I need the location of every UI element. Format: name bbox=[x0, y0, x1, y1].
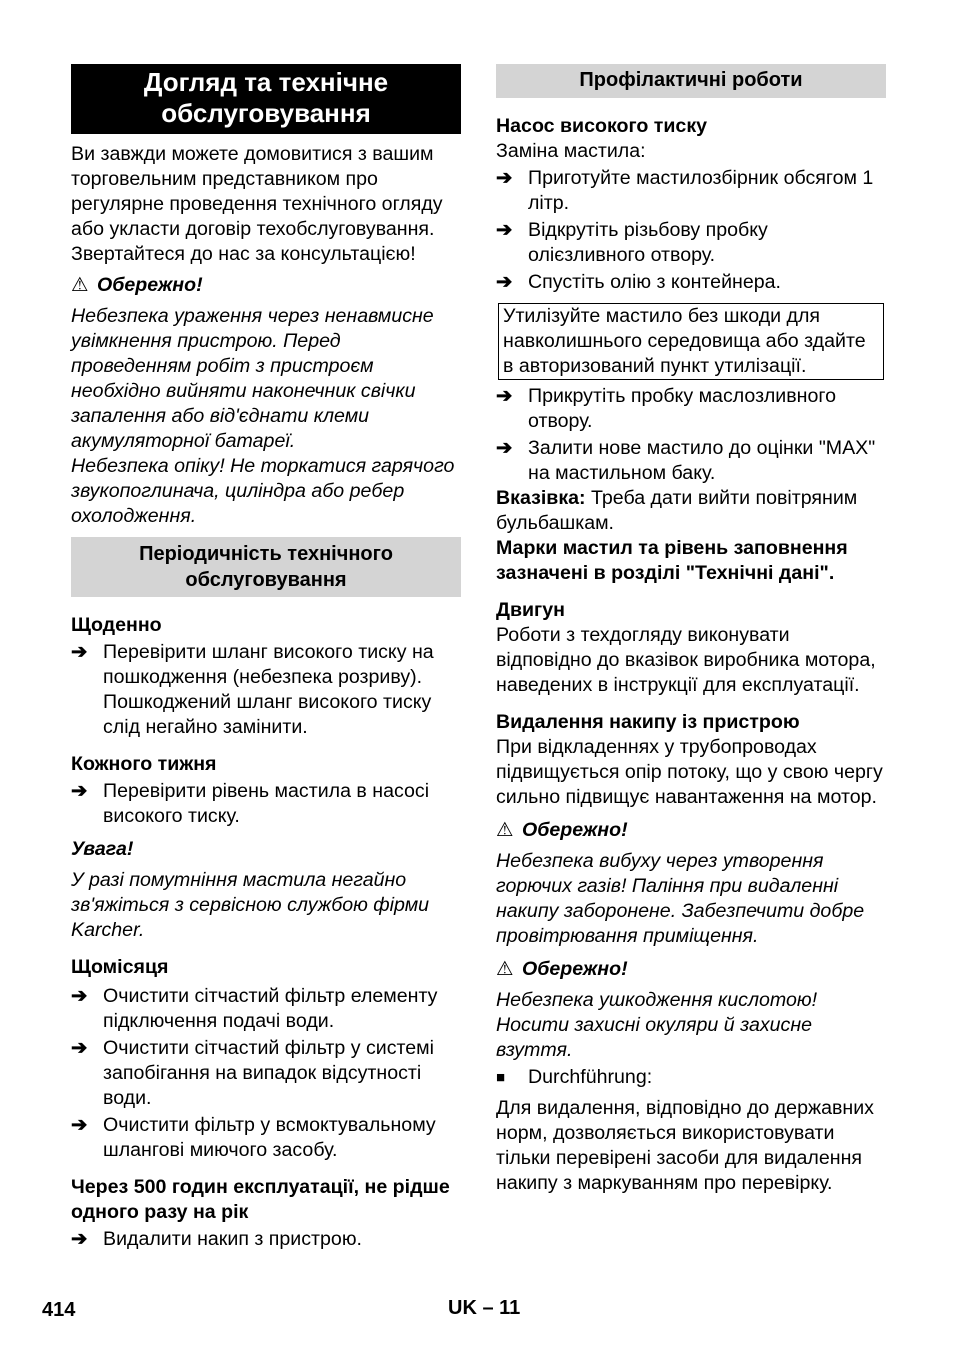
descale-instructions: Для видалення, відповідно до державних норм, дозволяється використовувати тільки перевірені засоби для видалення накипу з маркуванням про перевірку. bbox=[496, 1097, 874, 1194]
step-text: Перевірити шланг високого тиску на пошкодження (небезпека розриву). Пошкоджений шланг високого тиску слід негайно замінити. bbox=[103, 641, 434, 738]
hint-paragraph bbox=[496, 486, 886, 536]
caution-label: Обережно! bbox=[97, 274, 203, 296]
step-text: Перевірити рівень мастила в насосі високого тиску. bbox=[103, 780, 430, 827]
step-item bbox=[71, 1227, 461, 1252]
step-text: Очистити сітчастий фільтр елементу підключення подачі води. bbox=[103, 985, 438, 1032]
page-number: 414 bbox=[42, 1299, 76, 1321]
caution-label: Обережно! bbox=[522, 819, 628, 841]
caution-text-explosion: Небезпека вибуху через утворення горючих газів! Паління при видаленні накипу заборонене. Забезпечити добре провітрювання приміщення. bbox=[496, 850, 865, 947]
page-label: UK – 11 bbox=[448, 1297, 521, 1319]
weekly-heading: Кожного тижня bbox=[71, 753, 217, 775]
step-item bbox=[496, 436, 886, 486]
section-heading-maintenance: Профілактичні роботи bbox=[496, 64, 886, 98]
title-line-1: Догляд та технічне bbox=[143, 67, 389, 97]
step-text: Залити нове мастило до оцінки "MAX" на мастильном баку. bbox=[528, 437, 876, 484]
caution-heading-1 bbox=[71, 273, 461, 298]
caution-heading-2 bbox=[496, 818, 886, 843]
step-text: Очистити фільтр у всмоктувальному шлангові миючого засобу. bbox=[103, 1114, 436, 1161]
section-line-2: обслуговування bbox=[185, 569, 347, 591]
title-line-2: обслуговування bbox=[161, 98, 371, 128]
left-column bbox=[71, 64, 461, 1252]
arrow-icon: ➔ bbox=[71, 1037, 88, 1059]
bullet-text: Durchführung: bbox=[528, 1066, 653, 1088]
section-line-1: Періодичність технічного bbox=[139, 543, 393, 565]
engine-text: Роботи з техдогляду виконувати відповідно до вказівок виробника мотора, наведених в інструкції для експлуатації. bbox=[496, 624, 876, 696]
intro-paragraph: Ви завжди можете домовитися з вашим торговельним представником про регулярне проведення технічного огляду або укласти договір техобслуговування. Звертайтеся до нас за консультацією! bbox=[71, 143, 443, 265]
step-text: Видалити накип з пристрою. bbox=[103, 1228, 362, 1250]
right-column bbox=[496, 64, 886, 1196]
step-item bbox=[496, 270, 886, 295]
page-title bbox=[71, 64, 461, 134]
caution-text-1: Небезпека ураження через ненавмисне увімкнення пристрою. Перед проведенням робіт з пристроєм необхідно вийняти наконечник свічки запалення або від'єднати клеми акумуляторної батареї. bbox=[71, 305, 434, 452]
hours-heading: Через 500 годин експлуатації, не рідше одного разу на рік bbox=[71, 1176, 450, 1223]
warning-icon: ⚠ bbox=[496, 958, 514, 980]
attention-label: Увага! bbox=[71, 838, 134, 860]
arrow-icon: ➔ bbox=[71, 780, 88, 802]
step-text: Прикрутіть пробку маслозливного отвору. bbox=[528, 385, 836, 432]
section-heading-periodicity bbox=[71, 537, 461, 597]
caution-text-acid: Небезпека ушкодження кислотою! Носити захисні окуляри й захисне взуття. bbox=[496, 989, 818, 1061]
caution-label: Обережно! bbox=[522, 958, 628, 980]
oil-brands-note: Марки мастил та рівень заповнення зазначені в розділі "Технічні дані". bbox=[496, 537, 848, 584]
arrow-icon: ➔ bbox=[71, 985, 88, 1007]
monthly-heading: Щомісяця bbox=[71, 956, 169, 978]
warning-icon: ⚠ bbox=[496, 819, 514, 841]
attention-text: У разі помутніння мастила негайно зв'яжіться з сервісною службою фірми Karcher. bbox=[71, 869, 430, 941]
warning-icon: ⚠ bbox=[71, 274, 89, 296]
caution-text-2: Небезпека опіку! Не торкатися гарячого звукопоглинача, циліндра або ребер охолодження. bbox=[71, 455, 455, 527]
step-item bbox=[496, 218, 886, 268]
arrow-icon: ➔ bbox=[496, 167, 513, 189]
descale-text: При відкладеннях у трубопроводах підвищується опір потоку, що у свою чергу сильно підвищує навантаження на мотор. bbox=[496, 736, 883, 808]
descale-heading: Видалення накипу із пристрою bbox=[496, 711, 800, 733]
step-text: Очистити сітчастий фільтр у системі запобігання на випадок відсутності води. bbox=[103, 1037, 434, 1109]
disposal-note-box: Утилізуйте мастило без шкоди для навколишнього середовища або здайте в авторизований пункт утилізації. bbox=[498, 303, 884, 380]
daily-heading: Щоденно bbox=[71, 614, 162, 636]
step-item bbox=[71, 1113, 461, 1163]
oil-change-label: Заміна мастила: bbox=[496, 140, 646, 162]
arrow-icon: ➔ bbox=[71, 641, 88, 663]
arrow-icon: ➔ bbox=[496, 219, 513, 241]
arrow-icon: ➔ bbox=[496, 437, 513, 459]
arrow-icon: ➔ bbox=[496, 271, 513, 293]
step-item bbox=[496, 166, 886, 216]
caution-heading-3 bbox=[496, 957, 886, 982]
step-item bbox=[71, 984, 461, 1034]
arrow-icon: ➔ bbox=[71, 1114, 88, 1136]
bullet-item bbox=[496, 1065, 886, 1090]
step-item bbox=[71, 640, 461, 740]
square-bullet-icon: ■ bbox=[496, 1069, 506, 1086]
step-item bbox=[496, 384, 886, 434]
step-text: Спустіть олію з контейнера. bbox=[528, 271, 781, 293]
step-item bbox=[71, 1036, 461, 1111]
arrow-icon: ➔ bbox=[496, 385, 513, 407]
arrow-icon: ➔ bbox=[71, 1228, 88, 1250]
pump-heading: Насос високого тиску bbox=[496, 115, 708, 137]
hint-text: Треба дати вийти повітряним бульбашкам. bbox=[496, 487, 858, 534]
hint-label: Вказівка: bbox=[496, 487, 586, 509]
step-item bbox=[71, 779, 461, 829]
step-text: Відкрутіть різьбову пробку олієзливного отвору. bbox=[528, 219, 768, 266]
engine-heading: Двигун bbox=[496, 599, 565, 621]
step-text: Приготуйте мастилозбірник обсягом 1 літр. bbox=[528, 167, 874, 214]
